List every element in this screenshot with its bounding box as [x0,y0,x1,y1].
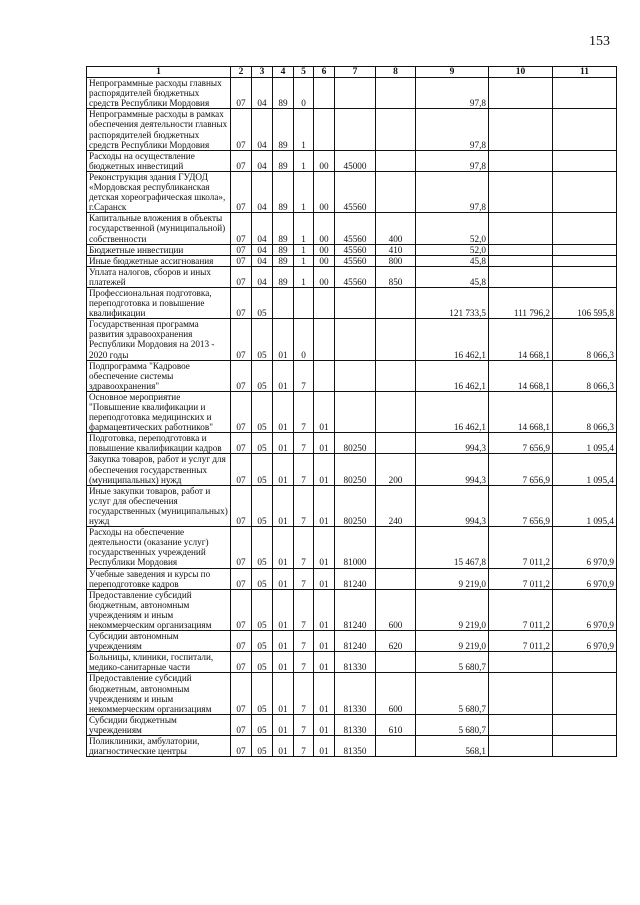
row-name-cell: Иные бюджетные ассигнования [87,255,231,266]
row-name-cell: Предоставление субсидий бюджетным, автономным учреждениям и иным некоммерческим организациям [87,589,231,630]
code-cell: 410 [376,244,416,255]
table-row [87,287,617,318]
amount-cell [553,213,617,244]
row-name-cell: Основное мероприятие "Повышение квалификации и переподготовка медицинских и фармацевтических работников" [87,391,231,432]
code-cell: 07 [231,171,252,212]
code-cell: 05 [252,589,273,630]
code-cell: 81330 [335,652,376,673]
row-name-cell: Реконструкция здания ГУДОД «Мордовская республиканская детская хореографическая школа», г.Саранск [87,171,231,212]
code-cell: 800 [376,255,416,266]
amount-cell [489,171,553,212]
code-cell: 07 [231,150,252,171]
code-cell: 81000 [335,527,376,568]
amount-cell: 7 656,9 [489,454,553,485]
code-cell: 07 [231,631,252,652]
code-cell: 05 [252,485,273,526]
code-cell: 7 [294,631,314,652]
amount-cell: 16 462,1 [416,360,489,391]
code-cell: 01 [314,673,335,714]
code-cell: 01 [314,527,335,568]
table-row [87,652,617,673]
header-cell: 2 [231,67,252,78]
header-cell: 10 [489,67,553,78]
code-cell [335,109,376,150]
code-cell: 240 [376,485,416,526]
code-cell [314,287,335,318]
code-cell: 80250 [335,485,376,526]
code-cell: 05 [252,527,273,568]
amount-cell: 14 668,1 [489,360,553,391]
code-cell: 01 [314,454,335,485]
amount-cell: 7 656,9 [489,485,553,526]
table-row [87,391,617,432]
amount-cell: 45,8 [416,255,489,266]
code-cell: 7 [294,433,314,454]
row-name-cell: Расходы на обеспечение деятельности (оказание услуг) государственных учреждений Республики Мордовия [87,527,231,568]
code-cell: 07 [231,109,252,150]
code-cell: 00 [314,213,335,244]
amount-cell: 7 011,2 [489,527,553,568]
code-cell: 01 [314,568,335,589]
row-name-cell: Иные закупки товаров, работ и услуг для обеспечения государственных (муниципальных) нужд [87,485,231,526]
code-cell: 07 [231,568,252,589]
code-cell: 610 [376,714,416,735]
code-cell: 7 [294,527,314,568]
amount-cell [489,78,553,109]
row-name-cell: Поликлиники, амбулатории, диагностические центры [87,736,231,757]
amount-cell: 5 680,7 [416,714,489,735]
table-row [87,244,617,255]
code-cell: 45560 [335,244,376,255]
amount-cell [489,255,553,266]
code-cell: 01 [273,391,294,432]
code-cell [376,433,416,454]
amount-cell: 7 011,2 [489,568,553,589]
code-cell: 00 [314,171,335,212]
amount-cell: 994,3 [416,433,489,454]
code-cell [335,287,376,318]
code-cell: 07 [231,454,252,485]
code-cell: 81330 [335,673,376,714]
amount-cell: 7 656,9 [489,433,553,454]
code-cell: 7 [294,714,314,735]
amount-cell: 97,8 [416,150,489,171]
code-cell [335,319,376,360]
table-row [87,266,617,287]
amount-cell: 6 970,9 [553,589,617,630]
amount-cell: 52,0 [416,244,489,255]
code-cell: 05 [252,433,273,454]
table-row [87,736,617,757]
table-row [87,109,617,150]
code-cell: 01 [314,485,335,526]
code-cell: 01 [314,433,335,454]
code-cell [294,287,314,318]
code-cell: 89 [273,244,294,255]
amount-cell: 1 095,4 [553,454,617,485]
header-cell: 5 [294,67,314,78]
code-cell: 0 [294,78,314,109]
amount-cell [489,673,553,714]
code-cell [376,736,416,757]
code-cell: 45560 [335,171,376,212]
code-cell: 07 [231,360,252,391]
code-cell: 89 [273,213,294,244]
row-name-cell: Закупка товаров, работ и услуг для обеспечения государственных (муниципальных) нужд [87,454,231,485]
code-cell: 01 [273,360,294,391]
amount-cell [553,673,617,714]
code-cell: 45560 [335,255,376,266]
amount-cell: 97,8 [416,171,489,212]
code-cell: 01 [273,319,294,360]
code-cell: 01 [314,391,335,432]
code-cell [273,287,294,318]
code-cell: 07 [231,255,252,266]
code-cell: 89 [273,78,294,109]
amount-cell [489,244,553,255]
table-row [87,568,617,589]
code-cell: 05 [252,568,273,589]
code-cell: 00 [314,244,335,255]
amount-cell: 45,8 [416,266,489,287]
code-cell: 89 [273,171,294,212]
code-cell: 01 [314,714,335,735]
code-cell: 7 [294,568,314,589]
code-cell: 200 [376,454,416,485]
code-cell [376,652,416,673]
code-cell: 04 [252,213,273,244]
amount-cell [489,213,553,244]
code-cell: 01 [314,652,335,673]
code-cell: 01 [273,527,294,568]
code-cell: 81240 [335,568,376,589]
amount-cell: 9 219,0 [416,589,489,630]
row-name-cell: Расходы на осуществление бюджетных инвестиций [87,150,231,171]
amount-cell: 5 680,7 [416,652,489,673]
code-cell: 1 [294,150,314,171]
row-name-cell: Субсидии автономным учреждениям [87,631,231,652]
code-cell: 04 [252,244,273,255]
code-cell: 01 [273,568,294,589]
table-row [87,631,617,652]
code-cell: 05 [252,319,273,360]
amount-cell: 8 066,3 [553,319,617,360]
code-cell: 1 [294,109,314,150]
amount-cell: 14 668,1 [489,391,553,432]
amount-cell [489,736,553,757]
code-cell: 04 [252,150,273,171]
code-cell: 7 [294,454,314,485]
table-row [87,171,617,212]
code-cell: 80250 [335,433,376,454]
code-cell [376,527,416,568]
code-cell: 7 [294,673,314,714]
amount-cell: 14 668,1 [489,319,553,360]
code-cell: 01 [273,652,294,673]
code-cell: 04 [252,255,273,266]
code-cell: 07 [231,589,252,630]
amount-cell: 121 733,5 [416,287,489,318]
code-cell: 0 [294,319,314,360]
row-name-cell: Субсидии бюджетным учреждениям [87,714,231,735]
code-cell: 7 [294,652,314,673]
code-cell: 00 [314,255,335,266]
code-cell: 7 [294,485,314,526]
row-name-cell: Учебные заведения и курсы по переподготовке кадров [87,568,231,589]
row-name-cell: Профессиональная подготовка, переподготовка и повышение квалификации [87,287,231,318]
amount-cell [553,266,617,287]
table-row [87,319,617,360]
code-cell: 1 [294,171,314,212]
code-cell: 81350 [335,736,376,757]
budget-table [86,66,617,757]
code-cell: 89 [273,150,294,171]
row-name-cell: Бюджетные инвестиции [87,244,231,255]
amount-cell: 994,3 [416,454,489,485]
code-cell: 81240 [335,631,376,652]
code-cell: 7 [294,360,314,391]
amount-cell [489,150,553,171]
table-body [87,78,617,757]
code-cell: 01 [273,485,294,526]
code-cell: 05 [252,652,273,673]
code-cell: 89 [273,255,294,266]
table-row [87,485,617,526]
header-cell: 9 [416,67,489,78]
code-cell: 600 [376,589,416,630]
table-row [87,589,617,630]
code-cell: 07 [231,652,252,673]
amount-cell: 1 095,4 [553,433,617,454]
code-cell: 07 [231,391,252,432]
amount-cell: 6 970,9 [553,568,617,589]
code-cell: 05 [252,631,273,652]
code-cell: 05 [252,454,273,485]
header-cell: 11 [553,67,617,78]
amount-cell [553,255,617,266]
amount-cell [553,244,617,255]
amount-cell: 97,8 [416,78,489,109]
table-row [87,213,617,244]
code-cell: 01 [273,673,294,714]
code-cell: 45000 [335,150,376,171]
amount-cell: 9 219,0 [416,568,489,589]
code-cell: 01 [273,589,294,630]
header-cell: 7 [335,67,376,78]
code-cell: 01 [273,454,294,485]
row-name-cell: Капитальные вложения в объекты государственной (муниципальной) собственности [87,213,231,244]
table-row [87,454,617,485]
row-name-cell: Предоставление субсидий бюджетным, автономным учреждениям и иным некоммерческим организациям [87,673,231,714]
code-cell: 1 [294,255,314,266]
amount-cell: 7 011,2 [489,631,553,652]
amount-cell [489,652,553,673]
code-cell [376,109,416,150]
table-row [87,360,617,391]
table-row [87,78,617,109]
code-cell: 05 [252,714,273,735]
code-cell: 01 [314,631,335,652]
code-cell: 05 [252,287,273,318]
code-cell: 07 [231,244,252,255]
table-row [87,673,617,714]
code-cell: 01 [273,714,294,735]
amount-cell: 6 970,9 [553,631,617,652]
code-cell: 05 [252,673,273,714]
code-cell: 07 [231,714,252,735]
table-row [87,714,617,735]
code-cell: 07 [231,287,252,318]
code-cell: 01 [273,631,294,652]
amount-cell [553,171,617,212]
code-cell: 04 [252,266,273,287]
amount-cell: 7 011,2 [489,589,553,630]
code-cell [376,360,416,391]
code-cell: 7 [294,736,314,757]
table-row [87,527,617,568]
amount-cell: 5 680,7 [416,673,489,714]
code-cell: 89 [273,109,294,150]
code-cell: 7 [294,589,314,630]
code-cell: 620 [376,631,416,652]
amount-cell: 106 595,8 [553,287,617,318]
code-cell [314,78,335,109]
code-cell: 45560 [335,266,376,287]
code-cell [376,78,416,109]
amount-cell: 16 462,1 [416,319,489,360]
row-name-cell: Непрограммные расходы главных распорядителей бюджетных средств Республики Мордовия [87,78,231,109]
code-cell: 1 [294,244,314,255]
code-cell: 07 [231,213,252,244]
code-cell [314,319,335,360]
table-row [87,150,617,171]
code-cell: 07 [231,266,252,287]
row-name-cell: Подпрограмма "Кадровое обеспечение системы здравоохранения" [87,360,231,391]
amount-cell [553,109,617,150]
code-cell: 07 [231,433,252,454]
code-cell: 04 [252,171,273,212]
code-cell [376,391,416,432]
code-cell: 00 [314,266,335,287]
amount-cell: 8 066,3 [553,360,617,391]
amount-cell [489,714,553,735]
code-cell: 05 [252,360,273,391]
code-cell: 01 [273,433,294,454]
code-cell: 850 [376,266,416,287]
amount-cell: 6 970,9 [553,527,617,568]
table-row [87,255,617,266]
code-cell [314,360,335,391]
code-cell: 07 [231,319,252,360]
row-name-cell: Больницы, клиники, госпитали, медико-санитарные части [87,652,231,673]
amount-cell: 97,8 [416,109,489,150]
code-cell: 07 [231,78,252,109]
amount-cell: 1 095,4 [553,485,617,526]
code-cell: 07 [231,673,252,714]
code-cell: 45560 [335,213,376,244]
code-cell: 7 [294,391,314,432]
amount-cell [553,714,617,735]
code-cell [335,360,376,391]
code-cell: 01 [314,736,335,757]
code-cell: 05 [252,391,273,432]
header-cell: 6 [314,67,335,78]
header-cell: 1 [87,67,231,78]
row-name-cell: Непрограммные расходы в рамках обеспечения деятельности главных распорядителей бюджетных средств Республики Мордовия [87,109,231,150]
code-cell: 89 [273,266,294,287]
code-cell: 600 [376,673,416,714]
code-cell: 07 [231,485,252,526]
header-cell: 4 [273,67,294,78]
table-header-row [87,67,617,78]
code-cell: 04 [252,109,273,150]
code-cell [376,568,416,589]
code-cell [335,391,376,432]
amount-cell: 52,0 [416,213,489,244]
code-cell [376,150,416,171]
code-cell: 80250 [335,454,376,485]
code-cell: 81240 [335,589,376,630]
header-cell: 3 [252,67,273,78]
amount-cell: 9 219,0 [416,631,489,652]
amount-cell: 994,3 [416,485,489,526]
code-cell [376,319,416,360]
code-cell: 01 [314,589,335,630]
amount-cell: 8 066,3 [553,391,617,432]
code-cell [376,171,416,212]
code-cell: 01 [273,736,294,757]
code-cell: 400 [376,213,416,244]
code-cell: 81330 [335,714,376,735]
amount-cell [553,652,617,673]
amount-cell: 568,1 [416,736,489,757]
amount-cell: 16 462,1 [416,391,489,432]
row-name-cell: Подготовка, переподготовка и повышение квалификации кадров [87,433,231,454]
amount-cell [553,78,617,109]
code-cell [314,109,335,150]
code-cell: 07 [231,736,252,757]
amount-cell [489,266,553,287]
amount-cell [553,150,617,171]
table-row [87,433,617,454]
amount-cell [489,109,553,150]
amount-cell: 15 467,8 [416,527,489,568]
code-cell [335,78,376,109]
amount-cell [553,736,617,757]
code-cell: 05 [252,736,273,757]
row-name-cell: Государственная программа развития здравоохранения Республики Мордовия на 2013 - 2020 годы [87,319,231,360]
code-cell: 04 [252,78,273,109]
page-number: 153 [589,34,610,49]
header-cell: 8 [376,67,416,78]
code-cell [376,287,416,318]
code-cell: 1 [294,266,314,287]
row-name-cell: Уплата налогов, сборов и иных платежей [87,266,231,287]
code-cell: 1 [294,213,314,244]
amount-cell: 111 796,2 [489,287,553,318]
code-cell: 07 [231,527,252,568]
code-cell: 00 [314,150,335,171]
